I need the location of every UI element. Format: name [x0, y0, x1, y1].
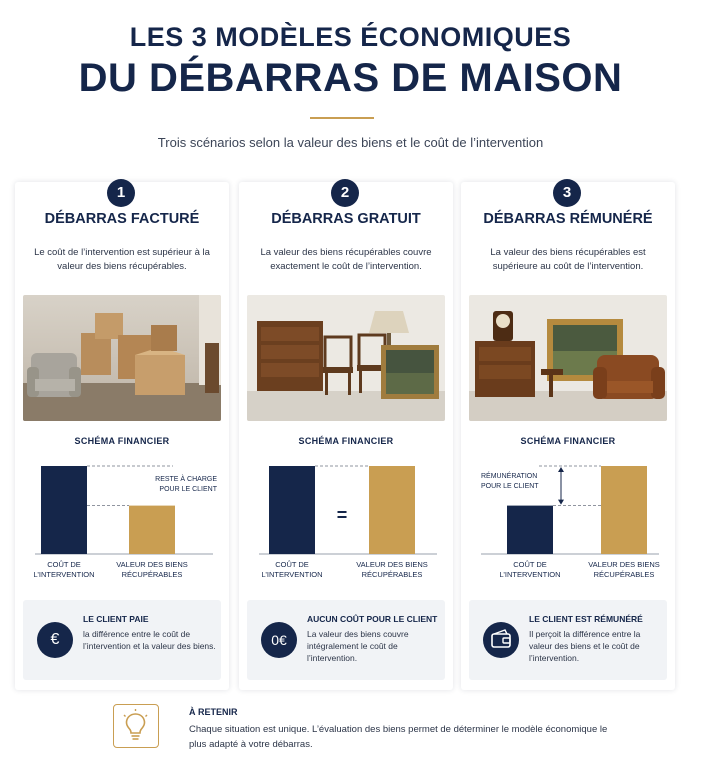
result-panel	[247, 600, 445, 680]
bar-label: VALEUR DES BIENS	[116, 560, 188, 569]
page-title-line-1: LES 3 MODÈLES ÉCONOMIQUES	[129, 22, 572, 52]
result-text: la différence entre le coût de l’intervention et la valeur des biens.	[83, 629, 216, 651]
bar-cout-intervention	[507, 506, 553, 554]
dresser-chairs-lamp-photo	[247, 295, 445, 421]
card-description: La valeur des biens récupérables est supérieure au coût de l’intervention.	[490, 247, 646, 272]
bar-cout-intervention	[41, 466, 87, 554]
bar-label: COÛT DE	[47, 560, 81, 569]
card-description: La valeur des biens récupérables couvre exactement le coût de l’intervention.	[260, 247, 432, 272]
annotation-label: RESTE À CHARGE	[155, 476, 217, 483]
bar-label: L’INTERVENTION	[33, 570, 95, 579]
schema-label: SCHÉMA FINANCIER	[74, 436, 170, 446]
card-number-badge: 3	[553, 179, 581, 207]
result-title: LE CLIENT PAIE	[83, 614, 149, 624]
result-panel	[469, 600, 667, 680]
bar-valeur-biens	[129, 506, 175, 554]
card-number-badge: 2	[331, 179, 359, 207]
lightbulb-icon	[113, 704, 159, 748]
card-debarras-gratuit	[239, 182, 453, 690]
financial-schema-chart	[469, 454, 667, 584]
bar-label: RÉCUPÉRABLES	[593, 570, 655, 579]
annotation-label: POUR LE CLIENT	[481, 483, 539, 490]
bar-label: COÛT DE	[275, 560, 309, 569]
equal-sign: =	[336, 505, 348, 525]
zero-euro-icon: 0€	[261, 622, 297, 658]
title-divider	[310, 117, 374, 119]
bar-label: L’INTERVENTION	[499, 570, 561, 579]
page-subtitle: Trois scénarios selon la valeur des biens et le coût de l’intervention	[157, 135, 544, 150]
card-number-badge: 1	[107, 179, 135, 207]
bar-label: VALEUR DES BIENS	[356, 560, 428, 569]
result-title: LE CLIENT EST RÉMUNÉRÉ	[529, 614, 643, 624]
annotation-label: RÉMUNÉRATION	[481, 473, 538, 480]
bar-label: COÛT DE	[513, 560, 547, 569]
antique-furniture-photo	[469, 295, 667, 421]
result-title: AUCUN COÛT POUR LE CLIENT	[307, 614, 438, 624]
page-title-line-2: DU DÉBARRAS DE MAISON	[78, 56, 623, 100]
card-title: DÉBARRAS RÉMUNÉRÉ	[483, 211, 653, 227]
bar-label: RÉCUPÉRABLES	[361, 570, 423, 579]
footer-text: Chaque situation est unique. L’évaluation des biens permet de déterminer le modèle économique le plus adapté à votre débarras.	[189, 724, 608, 750]
footer-title: À RETENIR	[189, 707, 238, 717]
bar-valeur-biens	[601, 466, 647, 554]
arrow-head-up	[558, 467, 564, 472]
card-title: DÉBARRAS GRATUIT	[271, 211, 421, 227]
schema-label: SCHÉMA FINANCIER	[298, 436, 394, 446]
wallet-icon	[483, 622, 519, 658]
bar-label: RÉCUPÉRABLES	[121, 570, 183, 579]
card-debarras-remunere	[461, 182, 675, 690]
result-text: Il perçoit la différence entre la valeur des biens et le coût de l’intervention.	[529, 629, 641, 663]
financial-schema-chart	[247, 454, 445, 584]
schema-label: SCHÉMA FINANCIER	[520, 436, 616, 446]
annotation-label: POUR LE CLIENT	[159, 486, 217, 493]
result-text: La valeur des biens couvre intégralement le coût de l’intervention.	[307, 629, 409, 663]
card-description: Le coût de l’intervention est supérieur à la valeur des biens récupérables.	[34, 247, 210, 272]
financial-schema-chart	[23, 454, 221, 584]
result-panel	[23, 600, 221, 680]
boxes-and-armchair-photo	[23, 295, 221, 421]
bar-valeur-biens	[369, 466, 415, 554]
euro-icon: €	[37, 622, 73, 658]
bar-label: VALEUR DES BIENS	[588, 560, 660, 569]
arrow-head-down	[558, 500, 564, 505]
bar-label: L’INTERVENTION	[261, 570, 323, 579]
card-debarras-facture	[15, 182, 229, 690]
card-title: DÉBARRAS FACTURÉ	[44, 211, 200, 227]
bar-cout-intervention	[269, 466, 315, 554]
